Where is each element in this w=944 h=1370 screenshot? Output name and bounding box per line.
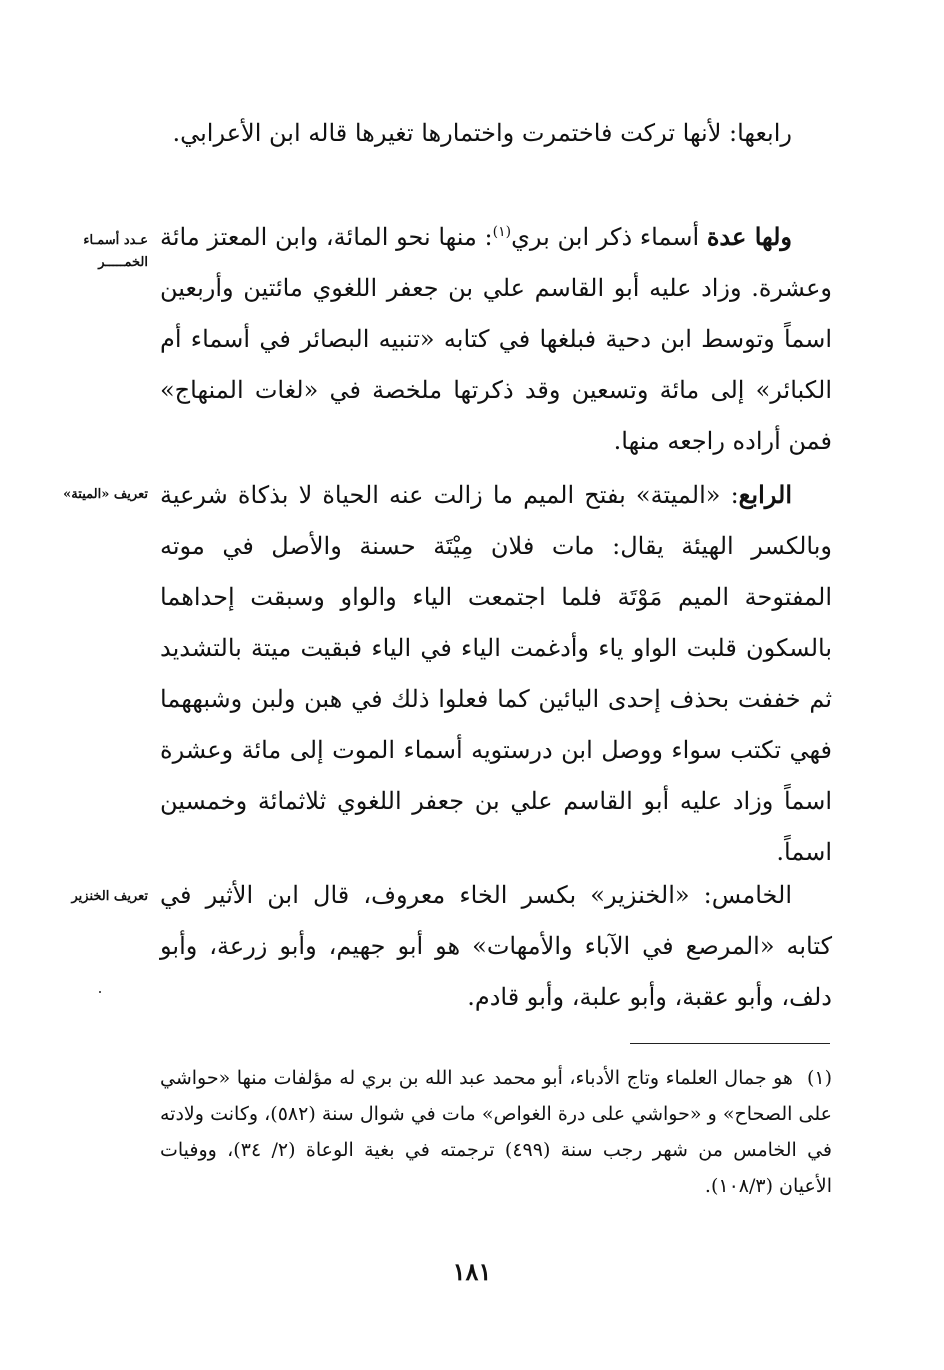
paragraph-text: رابعها: لأنها تركت فاختمرت واختمارها تغيرها قاله ابن الأعرابي. — [172, 119, 792, 147]
paragraph-text: : منها نحو المائة، وابن المعتز مائة وعشرة. وزاد عليه أبو القاسم علي بن جعفر اللغوي مائتين وأربعين اسماً وتوسط ابن دحية فبلغها في كتابه «تنبيه البصائر في أسماء أم الكبائر» إلى مائة وتسعين وقد ذكرتها ملخصة في «لغات المنهاج» فمن أراده راجعه منها. — [160, 223, 832, 455]
paragraph-1 — [160, 108, 832, 159]
footnote-reference: (١) — [492, 224, 512, 240]
paragraph-3 — [160, 469, 832, 878]
margin-note-wine-names: عـدد أسمـاء الخمـــــر — [83, 233, 148, 270]
paragraph-text: أسماء ذكر ابن بري — [511, 223, 707, 251]
paragraph-text: : «الميتة» بفتح الميم ما زالت عنه الحياة لا بذكاة شرعية وبالكسر الهيئة يقال: مات فلان مِيْتَة حسنة والأصل في موته المفتوحة الميم مَوْتَة فلما اجتمعت الياء والواو وسبقت إحداهما بالسكون قلبت الواو ياء وأدغمت الياء في الياء فبقيت ميتة بالتشديد ثم خففت بحذف إحدى اليائين كما فعلوا ذلك في هبن ولبن وشبههما فهي تكتب سواء ووصل ابن درستويه أسماء الموت إلى مائة وعشرة اسماً وزاد عليه أبو القاسم علي بن جعفر اللغوي ثلاثمائة وخمسين اسماً. — [160, 481, 832, 866]
footnote-divider — [630, 1043, 830, 1044]
margin-note-carrion: تعريف «الميتة» — [63, 487, 148, 502]
paragraph-text: الخامس: «الخنزير» بكسر الخاء معروف، قال ابن الأثير في كتابه «المرصع في الآباء والأمهات» هو أبو جهيم، وأبو زرعة، وأبو دلف، وأبو عقبة، وأبو علبة، وأبو قادم. — [160, 881, 832, 1011]
paragraph-2 — [160, 211, 832, 467]
paragraph-lead: الرابع — [738, 480, 792, 509]
footnote-number: (١) — [806, 1067, 832, 1089]
paragraph-4 — [160, 870, 832, 1023]
page-number: ١٨١ — [452, 1257, 492, 1286]
footnote-text: هو جمال العلماء وتاج الأدباء، أبو محمد عبد الله بن بري له مؤلفات منها «حواشي على الصحاح» و «حواشي على درة الغواص» مات في شوال سنة (٥٨٢)، وكانت ولادته في الخامس من شهر رجب سنة (٤٩٩) ترجمته في بغية الوعاة (٢/ ٣٤)، ووفيات الأعيان (١٠٨/٣). — [160, 1067, 833, 1197]
speck — [99, 991, 101, 993]
footnote — [160, 1060, 832, 1204]
paragraph-lead: ولها عدة — [706, 222, 793, 251]
margin-note-pig: تعريف الخنزير — [71, 889, 148, 904]
